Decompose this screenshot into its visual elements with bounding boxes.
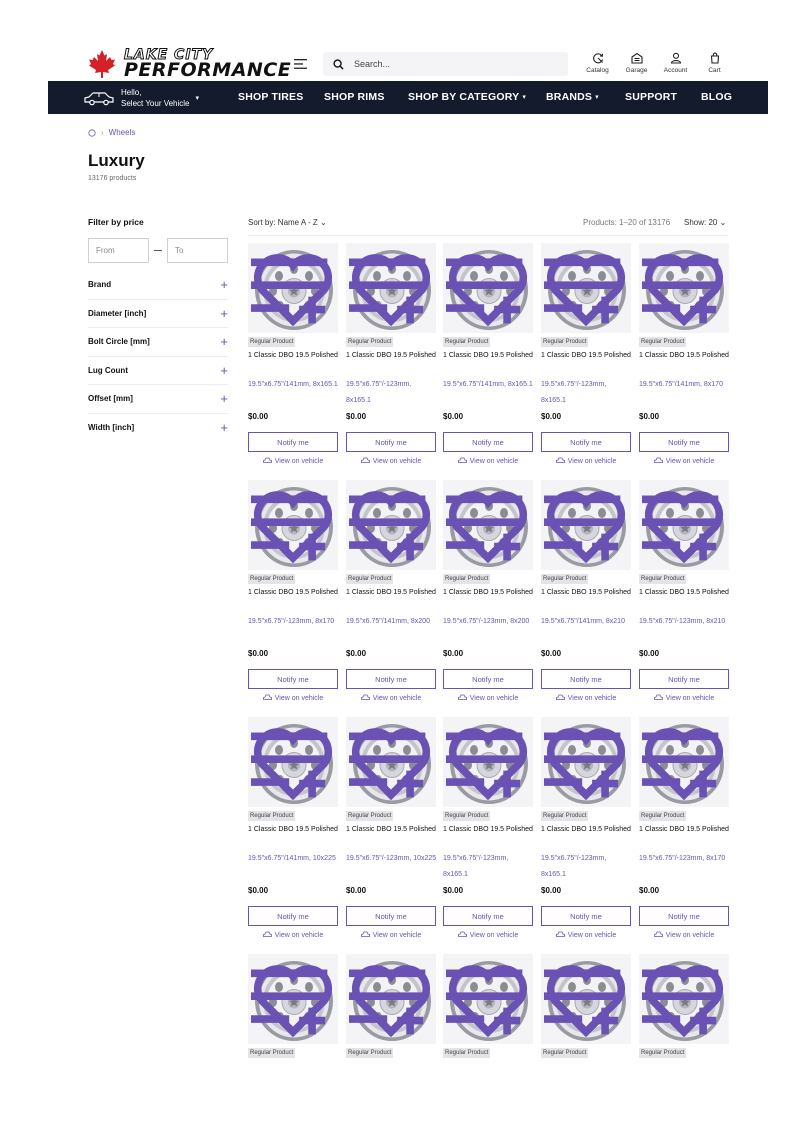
notify-me-button[interactable]: Notify me — [248, 906, 338, 926]
product-tag: Regular Product — [543, 1050, 587, 1056]
logo-text-top: LAKE CITY — [124, 47, 214, 63]
garage-label: Garage — [625, 67, 648, 74]
product-image[interactable] — [639, 717, 729, 807]
product-tag: Regular Product — [348, 1050, 392, 1056]
maple-leaf-icon — [88, 49, 116, 79]
heart-icon[interactable] — [349, 721, 433, 805]
heart-icon[interactable] — [544, 484, 628, 568]
site-logo[interactable] — [88, 48, 291, 80]
car-icon — [458, 457, 467, 464]
view-on-vehicle-link[interactable]: View on vehicle — [443, 694, 533, 702]
product-name[interactable]: 1 Classic DBO 19.5 Polished — [541, 352, 631, 359]
product-price: $0.00 — [346, 886, 367, 895]
nav-brands[interactable]: BRANDS ▾ — [546, 91, 599, 103]
product-price: $0.00 — [541, 412, 562, 421]
product-name[interactable]: 1 Classic DBO 19.5 Polished — [541, 826, 631, 833]
car-icon — [654, 694, 663, 701]
filter-sidebar — [88, 217, 228, 442]
heart-icon[interactable] — [642, 958, 726, 1042]
heart-icon[interactable] — [349, 247, 433, 331]
product-tag: Regular Product — [348, 339, 392, 345]
product-price: $0.00 — [541, 886, 562, 895]
search-input[interactable] — [354, 59, 554, 69]
notify-me-button[interactable]: Notify me — [639, 432, 729, 452]
heart-icon[interactable] — [251, 484, 335, 568]
product-tag: Regular Product — [250, 1050, 294, 1056]
nav-blog[interactable]: BLOG — [701, 91, 733, 103]
product-image[interactable] — [541, 717, 631, 807]
product-spec: 19.5"x6.75"/141mm, 8x200 — [346, 618, 430, 625]
product-image[interactable] — [346, 717, 436, 807]
product-spec: 19.5"x6.75"/-123mm, 8x170 — [639, 855, 726, 862]
facet-width[interactable]: Width [inch] + — [88, 420, 228, 436]
breadcrumb — [88, 128, 135, 137]
nav-shop-tires[interactable]: SHOP TIRES — [238, 91, 304, 103]
product-image[interactable] — [443, 243, 533, 333]
product-price: $0.00 — [443, 412, 464, 421]
plus-icon: + — [220, 362, 228, 378]
product-image[interactable] — [541, 243, 631, 333]
product-spec: 19.5"x6.75"/-123mm, 8x210 — [639, 618, 726, 625]
product-price: $0.00 — [443, 886, 464, 895]
product-name[interactable]: 1 Classic DBO 19.5 Polished — [346, 826, 436, 833]
car-icon — [556, 457, 565, 464]
product-image[interactable] — [248, 717, 338, 807]
product-spec: 19.5"x6.75"/-123mm, 8x165.1 — [541, 855, 607, 878]
view-on-vehicle-link[interactable]: View on vehicle — [443, 931, 533, 939]
heart-icon[interactable] — [544, 958, 628, 1042]
product-name[interactable]: 1 Classic DBO 19.5 Polished — [541, 589, 631, 596]
product-spec: 19.5"x6.75"/141mm, 8x210 — [541, 618, 625, 625]
plus-icon: + — [220, 334, 228, 350]
product-tag: Regular Product — [445, 813, 489, 819]
price-from-input[interactable] — [88, 238, 149, 263]
product-name[interactable]: 1 Classic DBO 19.5 Polished — [443, 589, 533, 596]
heart-icon[interactable] — [251, 958, 335, 1042]
heart-icon[interactable] — [642, 484, 726, 568]
chevron-down-icon: ▾ — [595, 94, 599, 101]
chevron-down-icon: ▾ — [522, 94, 527, 101]
product-name[interactable]: 1 Classic DBO 19.5 Polished — [639, 352, 729, 359]
nav-shop-by-category[interactable]: SHOP BY CATEGORY ▾ — [408, 91, 527, 103]
chevron-down-icon: ⌄ — [320, 218, 327, 227]
main-nav — [48, 81, 768, 114]
product-image[interactable] — [248, 243, 338, 333]
facet-brand[interactable]: Brand + — [88, 271, 228, 300]
product-tag: Regular Product — [641, 339, 685, 345]
product-name[interactable]: 1 Classic DBO 19.5 Polished — [248, 352, 338, 359]
product-image[interactable] — [248, 480, 338, 570]
catalog-link[interactable] — [578, 52, 617, 74]
product-spec: 19.5"x6.75"/141mm, 8x165.1 — [443, 381, 533, 388]
car-icon — [654, 457, 663, 464]
notify-me-button[interactable]: Notify me — [248, 669, 338, 689]
select-vehicle-button[interactable] — [83, 87, 235, 109]
car-icon — [83, 90, 115, 106]
view-on-vehicle-link[interactable]: View on vehicle — [346, 694, 436, 702]
vehicle-greeting: Hello, — [121, 87, 142, 97]
heart-icon[interactable] — [544, 247, 628, 331]
facet-bolt-circle[interactable]: Bolt Circle [mm] + — [88, 328, 228, 357]
search-bar[interactable] — [323, 52, 568, 76]
heart-icon[interactable] — [251, 721, 335, 805]
product-image[interactable] — [443, 954, 533, 1044]
account-icon — [670, 52, 682, 64]
car-icon — [556, 694, 565, 701]
header-actions — [578, 52, 734, 74]
sort-dropdown[interactable]: Sort by: Name A - Z ⌄ — [248, 218, 327, 227]
product-price: $0.00 — [639, 412, 660, 421]
product-tag: Regular Product — [348, 813, 392, 819]
car-icon — [361, 931, 370, 938]
product-price: $0.00 — [639, 649, 660, 658]
product-image[interactable] — [346, 480, 436, 570]
show-dropdown[interactable]: Show: 20 ⌄ — [684, 218, 727, 227]
home-icon[interactable] — [88, 129, 96, 137]
product-tag: Regular Product — [641, 1050, 685, 1056]
product-price: $0.00 — [346, 412, 367, 421]
heart-icon[interactable] — [349, 484, 433, 568]
view-on-vehicle-link[interactable]: View on vehicle — [248, 931, 338, 939]
view-on-vehicle-link[interactable]: View on vehicle — [248, 694, 338, 702]
notify-me-button[interactable]: Notify me — [541, 432, 631, 452]
view-on-vehicle-link[interactable]: View on vehicle — [639, 694, 729, 702]
facet-diameter[interactable]: Diameter [inch] + — [88, 300, 228, 329]
plus-icon: + — [220, 277, 228, 293]
chevron-down-icon: ▾ — [195, 94, 200, 102]
vehicle-prompt: Select Your Vehicle — [121, 98, 190, 108]
plus-icon: + — [220, 305, 228, 321]
notify-me-button[interactable]: Notify me — [541, 906, 631, 926]
price-to-input[interactable] — [167, 238, 228, 263]
product-tag: Regular Product — [250, 813, 294, 819]
product-spec: 19.5"x6.75"/-123mm, 8x200 — [443, 618, 530, 625]
products-range: Products: 1–20 of 13176 — [583, 218, 671, 227]
notify-me-button[interactable]: Notify me — [639, 906, 729, 926]
product-image[interactable] — [346, 954, 436, 1044]
garage-icon — [631, 52, 643, 64]
facet-offset[interactable]: Offset [mm] + — [88, 385, 228, 414]
car-icon — [458, 694, 467, 701]
product-tag: Regular Product — [445, 339, 489, 345]
heart-icon[interactable] — [446, 958, 530, 1042]
product-price: $0.00 — [248, 886, 269, 895]
car-icon — [458, 931, 467, 938]
price-range-dash — [154, 250, 162, 251]
cart-label: Cart — [708, 67, 721, 74]
account-link[interactable] — [656, 52, 695, 74]
product-tag: Regular Product — [250, 339, 294, 345]
heart-icon[interactable] — [349, 958, 433, 1042]
heart-icon[interactable] — [251, 247, 335, 331]
product-price: $0.00 — [639, 886, 660, 895]
product-name[interactable]: 1 Classic DBO 19.5 Polished — [443, 352, 533, 359]
product-spec: 19.5"x6.75"/141mm, 8x170 — [639, 381, 723, 388]
notify-me-button[interactable]: Notify me — [248, 432, 338, 452]
view-on-vehicle-link[interactable]: View on vehicle — [248, 457, 338, 465]
nav-shop-rims[interactable]: SHOP RIMS — [324, 91, 385, 103]
product-image[interactable] — [346, 243, 436, 333]
product-price: $0.00 — [346, 649, 367, 658]
heart-icon[interactable] — [642, 721, 726, 805]
view-on-vehicle-link[interactable]: View on vehicle — [346, 457, 436, 465]
hamburger-menu-icon[interactable] — [294, 58, 308, 70]
view-on-vehicle-link[interactable]: View on vehicle — [346, 931, 436, 939]
logo-text-bottom: PERFORMANCE — [124, 59, 292, 81]
car-icon — [263, 457, 272, 464]
search-icon — [333, 59, 344, 70]
notify-me-button[interactable]: Notify me — [346, 669, 436, 689]
filter-price-title: Filter by price — [88, 217, 144, 227]
product-image[interactable] — [443, 717, 533, 807]
site-header — [0, 0, 793, 82]
product-name[interactable]: 1 Classic DBO 19.5 Polished — [248, 826, 338, 833]
product-price: $0.00 — [443, 649, 464, 658]
product-name[interactable]: 1 Classic DBO 19.5 Polished — [639, 589, 729, 596]
listing-toolbar — [248, 218, 728, 232]
plus-icon: + — [220, 391, 228, 407]
product-spec: 19.5"x6.75"/-123mm, 10x225 — [346, 855, 437, 862]
product-price: $0.00 — [248, 649, 269, 658]
cart-icon — [709, 52, 721, 64]
view-on-vehicle-link[interactable]: View on vehicle — [541, 457, 631, 465]
product-name[interactable]: 1 Classic DBO 19.5 Polished — [346, 352, 436, 359]
heart-icon[interactable] — [446, 721, 530, 805]
catalog-label: Catalog — [586, 67, 609, 74]
product-tag: Regular Product — [641, 813, 685, 819]
heart-icon[interactable] — [446, 247, 530, 331]
product-name[interactable]: 1 Classic DBO 19.5 Polished — [639, 826, 729, 833]
product-price: $0.00 — [541, 649, 562, 658]
product-tag: Regular Product — [543, 576, 587, 582]
heart-icon[interactable] — [446, 484, 530, 568]
price-range — [88, 238, 228, 263]
view-on-vehicle-link[interactable]: View on vehicle — [443, 457, 533, 465]
facet-list — [88, 271, 228, 442]
notify-me-button[interactable]: Notify me — [443, 432, 533, 452]
view-on-vehicle-link[interactable]: View on vehicle — [639, 931, 729, 939]
catalog-icon — [592, 52, 604, 64]
car-icon — [263, 694, 272, 701]
view-on-vehicle-link[interactable]: View on vehicle — [541, 931, 631, 939]
product-name[interactable]: 1 Classic DBO 19.5 Polished — [443, 826, 533, 833]
facet-lug-count[interactable]: Lug Count + — [88, 357, 228, 386]
product-image[interactable] — [541, 954, 631, 1044]
product-spec: 19.5"x6.75"/141mm, 10x225 — [248, 855, 336, 862]
notify-me-button[interactable]: Notify me — [541, 669, 631, 689]
heart-icon[interactable] — [642, 247, 726, 331]
product-spec: 19.5"x6.75"/-123mm, 8x165.1 — [443, 855, 509, 878]
product-spec: 19.5"x6.75"/-123mm, 8x170 — [248, 618, 335, 625]
product-image[interactable] — [541, 480, 631, 570]
view-on-vehicle-link[interactable]: View on vehicle — [541, 694, 631, 702]
product-tag: Regular Product — [250, 576, 294, 582]
nav-support[interactable]: SUPPORT — [625, 91, 678, 103]
product-tag: Regular Product — [348, 576, 392, 582]
notify-me-button[interactable]: Notify me — [443, 906, 533, 926]
car-icon — [556, 931, 565, 938]
product-image[interactable] — [639, 243, 729, 333]
notify-me-button[interactable]: Notify me — [346, 432, 436, 452]
car-icon — [654, 931, 663, 938]
notify-me-button[interactable]: Notify me — [443, 669, 533, 689]
view-on-vehicle-link[interactable]: View on vehicle — [639, 457, 729, 465]
product-name[interactable]: 1 Classic DBO 19.5 Polished — [346, 589, 436, 596]
toolbar-divider — [248, 235, 728, 236]
product-name[interactable]: 1 Classic DBO 19.5 Polished — [248, 589, 338, 596]
plus-icon: + — [220, 420, 228, 436]
product-image[interactable] — [639, 480, 729, 570]
product-image[interactable] — [443, 480, 533, 570]
account-label: Account — [663, 67, 688, 74]
car-icon — [263, 931, 272, 938]
notify-me-button[interactable]: Notify me — [639, 669, 729, 689]
heart-icon[interactable] — [544, 721, 628, 805]
product-spec: 19.5"x6.75"/-123mm, 8x165.1 — [346, 381, 412, 404]
page-title: Luxury — [88, 151, 145, 170]
product-tag: Regular Product — [445, 1050, 489, 1056]
product-image[interactable] — [639, 954, 729, 1044]
notify-me-button[interactable]: Notify me — [346, 906, 436, 926]
breadcrumb-wheels[interactable]: Wheels — [108, 128, 136, 137]
cart-link[interactable] — [695, 52, 734, 74]
product-spec: 19.5"x6.75"/-123mm, 8x165.1 — [541, 381, 607, 404]
product-count: 13176 products — [88, 175, 137, 182]
product-image[interactable] — [248, 954, 338, 1044]
product-tag: Regular Product — [641, 576, 685, 582]
car-icon — [361, 457, 370, 464]
product-tag: Regular Product — [543, 813, 587, 819]
breadcrumb-separator: › — [101, 128, 104, 137]
chevron-down-icon: ⌄ — [719, 218, 727, 227]
product-spec: 19.5"x6.75"/141mm, 8x165.1 — [248, 381, 338, 388]
product-tag: Regular Product — [543, 339, 587, 345]
car-icon — [361, 694, 370, 701]
product-price: $0.00 — [248, 412, 269, 421]
garage-link[interactable] — [617, 52, 656, 74]
product-tag: Regular Product — [445, 576, 489, 582]
